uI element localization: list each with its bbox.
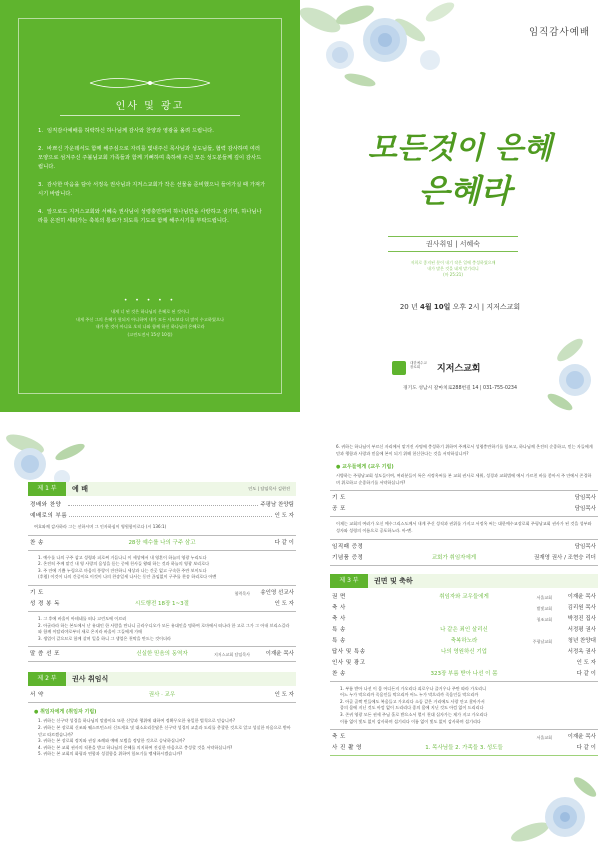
program-row: 기 도 담임목사 — [332, 495, 596, 502]
member-vow-subtitle: ● 교우들에게 (교우 기립) — [336, 464, 394, 471]
program-row: 성 경 봉 독 시도행전 18장 1~3절 인 도 자 — [30, 600, 294, 607]
program-row: 찬 송 323장 부름 받아 나선 이 몸 다 같 이 — [332, 670, 596, 677]
appointee-name: 권사취임 | 서혜숙 — [388, 236, 518, 252]
program-row: 사 진 촬 영 1. 목사님들 2. 가족들 3. 성도들 다 같 이 — [332, 745, 596, 752]
program-row: 찬 송 28장 예수를 나의 구주 삼고 다 같 이 — [30, 539, 294, 546]
section-header: 제 2 부 권사 취임식 — [28, 672, 296, 686]
flower-icon — [540, 330, 600, 412]
program-row: 축 사 청조교회 박정진 집사 — [332, 615, 596, 622]
program-row: 축 도 서울교회 이재윤 목사 — [332, 734, 596, 741]
announcement-item: 2. 바쁘신 가운데서도 함께 해주심으로 자리를 빛내주신 목사님과 성도님들, 협력 감사하며 여러 모양으로 섬겨주신 주볼님교회 가족들과 함께 기뻐하며 축하해 주신 모든 성도분들께 깊이 감사드립니다. — [38, 146, 262, 170]
program-row: 인사 및 광고 인 도 자 — [332, 659, 596, 666]
cover-spread — [0, 0, 600, 412]
announcement-item: 1. 임직감사예배를 허락하신 하나님께 감사와 찬양과 영광을 올려 드립니다. — [38, 128, 214, 134]
flower-icon — [500, 772, 600, 852]
program-row: 공 포 담임목사 — [332, 506, 596, 513]
flower-icon — [300, 0, 470, 95]
announcement-list — [38, 127, 266, 235]
vow-subtitle: ● 취임자에게 (취임자 기립) — [34, 709, 97, 716]
program-row: 말 씀 선 포 신실한 믿음의 동역자 지저스교회 담임목사 이재윤 목사 — [30, 651, 294, 658]
proclamation-text: 이제는 교회의 여러가 오신 예수그리스도께서 내게 주신 성직과 권위를 가지고 서정옥 씨는 대한예수교장로회 주평남교회 권사가 된 것을 성부와 성자와 성령의 이름으로 공포하노라. 아-멘. — [336, 521, 592, 533]
vow-questions-continued: 6. 귀하는 하나님이 부르신 자리에서 맡겨진 사명에 충성하기 위하여 주께로서 성령충만하기를 힘쓰고, 하나님께 온전히 순종하고, 믿는 자들에게 믿과 행함과 사랑과 믿음에 본이 되기 위해 헌신한다는 것을 서약하십니까? — [336, 444, 593, 456]
program-row: 예배로의 부름 인 도 자 — [28, 511, 296, 522]
program-spread — [0, 442, 600, 855]
program-row: 특 송 나 같은 죄인 살리신 서정평 권사 — [332, 626, 596, 633]
program-row: 서 약 권사 · 교우 인 도 자 — [30, 692, 294, 699]
program-column-right — [330, 442, 598, 758]
service-date: 20 년 4월 10일 오후 2시 | 지저스교회 — [399, 303, 521, 311]
section-header: 제 3 부 권면 및 축하 — [330, 574, 598, 588]
stars-divider: • • • • • — [123, 297, 177, 304]
calligraphy-headline — [360, 110, 560, 220]
headline-line-2: 은혜라 — [418, 172, 512, 210]
bible-verse: 내게 너 된 것은 하나님의 은혜로 된 것이니 내게 주신 그의 은혜가 헛되지 아니하여 내가 모든 사도보다 더 많이 수고하였으나 내가 한 것이 아니요 오직 나와 함께 하신 하나님의 은혜로라 (고린도전서 15장 10절) — [75, 309, 225, 337]
announcement-title: 인사 및 광고 — [115, 101, 185, 112]
headline-line-1: 모든것이 은혜 — [367, 131, 553, 166]
member-vow-text: 시방하는 주평남교회 성도들이여, 여러분들이 특은 서정옥씨를 본 교회 권사로 세워, 성경과 교회법에 에서 가르친 바를 좋아서 주 안에서 존경하며 위로하고 순종하기를 서약하십니까? — [336, 473, 592, 485]
program-row: 축 사 별빛교회 김리원 목사 — [332, 604, 596, 611]
call-to-worship-text: 여호와께 감사하라 그는 선하시며 그 인자하심이 영원함이로다 (시 136:1) — [34, 524, 167, 529]
church-logo-icon — [392, 361, 406, 375]
hymn-lyrics: 1. 예수를 나의 구주 삼고 성령과 피로써 거듭나니 이 세상에서 내 영혼이 하늘의 영광 누리도다 2. 온전히 주께 맡긴 내 영 사랑의 음성을 듣는 중에 천사들 왕래 하는 것과 하늘의 영광 보리로다 3. 주 안에 기쁨 누림으로 마음의 풍랑이 잔잔하니 세상과 나는 간곳 없고 구속한 주만 보이도다 (후렴) 이것이 나의 간증이요 이것이 나의 찬송일세 나사는 동안 끊임없이 구주를 찬송 하리로다 아멘 — [38, 554, 217, 580]
title-divider — [60, 115, 240, 116]
ornament-icon — [80, 76, 220, 90]
section-header: 제 1 부 예 배 인도 | 담임목사 김현진 — [28, 482, 296, 496]
denomination-label: 대한예수교 장로회 — [410, 361, 427, 369]
closing-hymn-lyrics: 1. 부름 받아 나선 이 몸 어디든지 가오리다 괴로우나 즐거우나 주만 따라 가오리니 어느 누가 막으리까 죽음인들 막으리까 어느 누가 막으리까 죽음인들 막으리까 2. 아골 골짝 빈들에도 복음들고 가오리다 소돔 같은 거리에도 사랑 안고 찾아가서 종의 몸에 지닌 것도 아낌 없이 드리리다 종의 몸에 지닌 것도 아낌 없이 드리리다 3. 존귀 영광 모든 권세 주님 홀로 받으소서 멸시 천대 십자가는 제가 지고 가오리다 이름 없이 빛도 없이 감사하며 섬기리다 이름 없이 빛도 없이 감사하며 섬기리다 — [340, 685, 488, 724]
program-row: 경배와 찬양 주평남 찬양팀 — [28, 500, 296, 511]
program-column-left — [28, 482, 296, 761]
program-row: 답사 및 특송 나의 영원하신 기업 서정옥 권사 — [332, 648, 596, 655]
flower-icon — [0, 430, 95, 490]
program-row: 특 송 축복하노라 주평남교회 청년 찬양대 — [332, 637, 596, 644]
announcement-item: 4. 앞으로도 지저스교회와 서혜숙 권사님이 성령충만하여 하나님만을 사랑하고 섬기며, 하나님나라를 온전히 세워가는 축복의 통로가 되도록 기도로 함께 해주시기를 부탁드립니다. — [38, 209, 262, 224]
church-name: 지저스교회 — [437, 364, 481, 374]
service-title: 임직감사예배 — [528, 27, 590, 38]
program-row: 기념품 증정 교회가 취임자에게 권재영 권사 / 조현승 리더 — [332, 554, 596, 561]
announcement-item: 3. 감사한 마음을 담아 서정옥 권사님과 지저스교회가 작은 선물을 준비했으니 들어가실 때 가져가시기 바랍니다. — [38, 182, 266, 197]
program-row: 기 도 협력목사 송인영 선교사 — [30, 589, 294, 596]
vow-questions: 1. 귀하는 신구약 성경을 하나님의 말씀이요 또한 신앙과 행위에 대하여 정확무오한 유일한 법칙으로 믿습니까? 2. 귀하는 본 장로회 신조와 웨스트민스터 신도게요 및 대소요리문답은 신구약 성경의 교훈과 도리를 총괄한 것으로 알고 성실한 마음으로 받아 믿고 따르겠습니까? 3. 귀하는 본 장로회 정치와 권징 조례와 예배 모범을 정당한 것으로 승낙하십니까? 4. 귀하는 본 교회 권사의 직분을 받고 하나님의 은혜를 의지하여 진실한 마음으로 충성할 것을 서약하십니까? 5. 귀하는 본 교회의 화평과 연합과 성결함을 위하여 힘쓰기를 맹세하시겠습니까? — [38, 718, 291, 757]
cover-verse: 저희로 좋지된 분이 내기 작은 일에 충성하였으매 내가 많은 것을 네게 맡기리니 (마 25:21) — [410, 260, 496, 277]
program-row: 임직패 증정 담임목사 — [332, 543, 596, 550]
scripture-text: 1. 그 후에 바울이 아테네를 떠나 고린도에 이르러 2. 아굴라라 하는 본도에서 난 유대인 한 사람을 만나니 글라우디오가 모든 유대인을 명하여 로마에서 떠나라 한 고로 그가 그 아내 브리스길라와 함께 이탈리야로부터 새로 온지라 바울이 그들에게 가매 3. 생업이 같으므로 함께 살며 일을 하니 그 생업은 천막을 만드는 것이더라 — [38, 615, 290, 641]
announcement-panel — [0, 0, 300, 412]
church-address: 경기도 성남시 갈마치로288번길 14 | 031-755-0234 — [402, 386, 518, 391]
program-row: 권 면 취임자와 교우들에게 서울교회 이재윤 목사 — [332, 593, 596, 600]
